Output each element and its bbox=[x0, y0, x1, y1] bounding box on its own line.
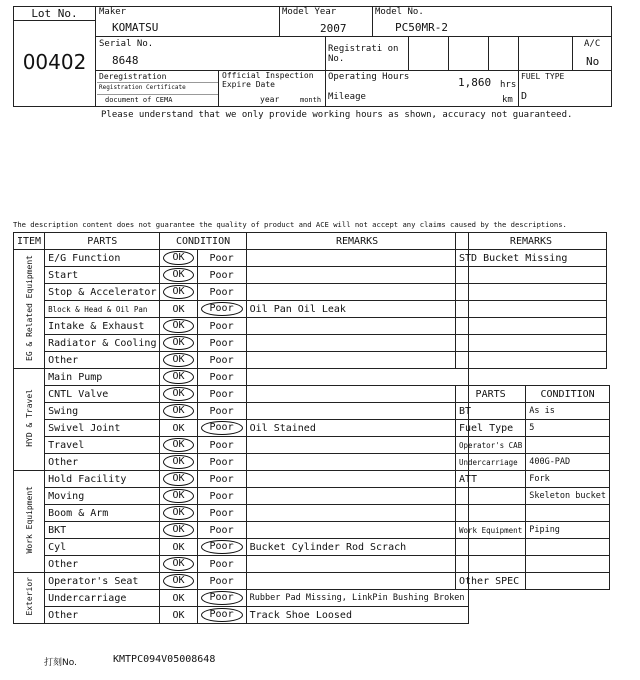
table-row bbox=[14, 590, 469, 607]
right-part-name: Operator's CAB bbox=[456, 437, 526, 454]
table-row bbox=[14, 318, 469, 335]
remark bbox=[246, 471, 468, 488]
group-label: Work Equipment bbox=[24, 486, 34, 554]
operating-hours-label: Operating Hours bbox=[328, 72, 410, 82]
table-row bbox=[456, 403, 610, 420]
condition-ok: OK bbox=[163, 268, 193, 282]
right-part-condition: 5 bbox=[526, 420, 610, 437]
part-name: BKT bbox=[45, 522, 160, 539]
col-parts: PARTS bbox=[45, 233, 160, 250]
operating-hours-value: 1,860 bbox=[458, 76, 492, 89]
condition-poor: Poor bbox=[209, 524, 234, 536]
table-row bbox=[14, 420, 469, 437]
model-no-value: PC50MR-2 bbox=[395, 21, 448, 34]
table-row bbox=[456, 488, 610, 505]
hrs-label: hrs bbox=[500, 80, 517, 90]
table-row bbox=[14, 471, 469, 488]
fuel-type-label: FUEL TYPE bbox=[521, 72, 565, 81]
condition-ok: OK bbox=[163, 489, 193, 503]
dereg-label: Deregistration bbox=[99, 72, 167, 81]
condition-poor: Poor bbox=[209, 286, 234, 298]
table-row bbox=[14, 454, 469, 471]
part-name: Undercarriage bbox=[45, 590, 160, 607]
condition-poor: Poor bbox=[209, 439, 234, 451]
remark bbox=[246, 318, 468, 335]
mileage-label: Mileage bbox=[328, 92, 366, 102]
condition-poor: Poor bbox=[209, 337, 234, 349]
condition-ok: OK bbox=[163, 319, 193, 333]
fuel-type-value: D bbox=[521, 91, 528, 102]
condition-poor: Poor bbox=[201, 540, 243, 554]
lot-label: Lot No. bbox=[31, 7, 78, 20]
table-row bbox=[456, 556, 610, 573]
part-name: Intake & Exhaust bbox=[45, 318, 160, 335]
condition-poor: Poor bbox=[201, 421, 243, 435]
part-name: Swivel Joint bbox=[45, 420, 160, 437]
condition-ok: OK bbox=[163, 455, 193, 469]
part-name: Other bbox=[45, 607, 160, 624]
right-col-condition: CONDITION bbox=[526, 386, 610, 403]
table-row bbox=[14, 488, 469, 505]
condition-ok: OK bbox=[163, 472, 193, 486]
table-row bbox=[14, 522, 469, 539]
part-name: Travel bbox=[45, 437, 160, 454]
table-row bbox=[14, 267, 469, 284]
registration-label: Registrati on No. bbox=[328, 44, 399, 64]
table-row bbox=[456, 505, 610, 522]
right-part-condition: Skeleton bucket bbox=[526, 488, 610, 505]
right-part-condition bbox=[526, 539, 610, 556]
group-label: EG & Related Equipment bbox=[24, 254, 34, 361]
condition-poor: Poor bbox=[209, 320, 234, 332]
remark: Track Shoe Loosed bbox=[246, 607, 468, 624]
right-part-name bbox=[456, 488, 526, 505]
part-name: Hold Facility bbox=[45, 471, 160, 488]
col-item: ITEM bbox=[14, 233, 45, 250]
part-name: Swing bbox=[45, 403, 160, 420]
right-part-condition bbox=[526, 573, 610, 590]
part-name: Other bbox=[45, 556, 160, 573]
condition-poor: Poor bbox=[209, 354, 234, 366]
remark bbox=[246, 250, 468, 267]
condition-poor: Poor bbox=[209, 371, 234, 383]
serial-label: Serial No. bbox=[99, 39, 154, 49]
condition-poor: Poor bbox=[209, 575, 234, 587]
remark bbox=[246, 403, 468, 420]
remark bbox=[246, 267, 468, 284]
table-row bbox=[456, 420, 610, 437]
remark bbox=[246, 369, 468, 386]
reg-cert-label: Registration Certificate bbox=[99, 84, 186, 91]
condition-poor: Poor bbox=[201, 302, 243, 316]
right-part-name: Work Equipment bbox=[456, 522, 526, 539]
remark bbox=[246, 573, 468, 590]
condition-ok: OK bbox=[163, 438, 193, 452]
model-year-value: 2007 bbox=[320, 22, 347, 35]
remark bbox=[246, 454, 468, 471]
remark bbox=[246, 522, 468, 539]
table-row bbox=[456, 284, 607, 301]
table-row bbox=[14, 505, 469, 522]
remark bbox=[246, 386, 468, 403]
group-label: HYD & Travel bbox=[24, 389, 34, 447]
table-row bbox=[14, 335, 469, 352]
condition-poor: Poor bbox=[209, 456, 234, 468]
table-row bbox=[456, 573, 610, 590]
right-part-name: Other SPEC bbox=[456, 573, 526, 590]
right-part-name bbox=[456, 556, 526, 573]
remark bbox=[246, 352, 468, 369]
remark: Oil Pan Oil Leak bbox=[246, 301, 468, 318]
table-row bbox=[14, 386, 469, 403]
lot-number: 00402 bbox=[22, 50, 87, 74]
km-label: km bbox=[502, 95, 513, 105]
part-name: Moving bbox=[45, 488, 160, 505]
condition-poor: Poor bbox=[209, 490, 234, 502]
condition-ok: OK bbox=[163, 285, 193, 299]
right-part-condition: Piping bbox=[526, 522, 610, 539]
condition-poor: Poor bbox=[209, 388, 234, 400]
condition-poor: Poor bbox=[209, 558, 234, 570]
part-name: E/G Function bbox=[45, 250, 160, 267]
remark bbox=[246, 488, 468, 505]
part-name: Block & Head & Oil Pan bbox=[45, 301, 160, 318]
remark: Rubber Pad Missing, LinkPin Bushing Broken bbox=[246, 590, 468, 607]
condition-ok: OK bbox=[163, 251, 193, 265]
table-row bbox=[456, 301, 607, 318]
col-condition: CONDITION bbox=[160, 233, 246, 250]
table-row bbox=[456, 267, 607, 284]
model-no-label: Model No. bbox=[375, 7, 424, 17]
right-part-condition: 400G-PAD bbox=[526, 454, 610, 471]
condition-poor: Poor bbox=[209, 405, 234, 417]
col-remarks: REMARKS bbox=[246, 233, 468, 250]
group-label: Exterior bbox=[24, 577, 34, 616]
condition-ok: OK bbox=[163, 404, 193, 418]
footer-label: 打刻No. bbox=[44, 658, 77, 668]
condition-poor: Poor bbox=[201, 608, 243, 622]
table-row bbox=[456, 335, 607, 352]
ac-label: A/C bbox=[584, 39, 601, 49]
right-part-name bbox=[456, 505, 526, 522]
remark: Oil Stained bbox=[246, 420, 468, 437]
condition-ok: OK bbox=[163, 523, 193, 537]
right-col-parts: PARTS bbox=[456, 386, 526, 403]
disclaimer: The description content does not guarantee the quality of product and ACE will not accept any claims caused by the descriptions. bbox=[13, 220, 567, 229]
table-row bbox=[14, 403, 469, 420]
table-row bbox=[14, 352, 469, 369]
condition-ok: OK bbox=[163, 336, 193, 350]
table-row bbox=[14, 556, 469, 573]
condition-poor: Poor bbox=[209, 473, 234, 485]
table-row bbox=[456, 352, 607, 369]
table-row bbox=[14, 250, 469, 267]
right-part-condition bbox=[526, 437, 610, 454]
table-row bbox=[456, 522, 610, 539]
condition-ok: OK bbox=[163, 574, 193, 588]
condition-ok: OK bbox=[172, 609, 185, 621]
maker-label: Maker bbox=[99, 7, 127, 17]
hours-note: Please understand that we only provide working hours as shown, accuracy not guaranteed. bbox=[101, 110, 573, 120]
part-name: Other bbox=[45, 454, 160, 471]
table-row bbox=[456, 539, 610, 556]
part-name: Main Pump bbox=[45, 369, 160, 386]
condition-ok: OK bbox=[172, 422, 185, 434]
right-remarks-title: REMARKS bbox=[456, 233, 607, 250]
condition-ok: OK bbox=[172, 592, 185, 604]
condition-poor: Poor bbox=[201, 591, 243, 605]
condition-ok: OK bbox=[163, 557, 193, 571]
condition-ok: OK bbox=[163, 506, 193, 520]
condition-poor: Poor bbox=[209, 507, 234, 519]
table-row bbox=[456, 318, 607, 335]
right-part-name: Undercarriage bbox=[456, 454, 526, 471]
right-part-condition bbox=[526, 505, 610, 522]
condition-poor: Poor bbox=[209, 252, 234, 264]
condition-ok: OK bbox=[172, 303, 185, 315]
model-year-label: Model Year bbox=[282, 7, 337, 17]
part-name: CNTL Valve bbox=[45, 386, 160, 403]
inspection-table bbox=[13, 232, 469, 624]
remark bbox=[246, 556, 468, 573]
remark bbox=[246, 437, 468, 454]
remark: Bucket Cylinder Rod Scrach bbox=[246, 539, 468, 556]
table-row bbox=[14, 301, 469, 318]
ac-value: No bbox=[586, 55, 600, 68]
year-label: year bbox=[260, 95, 280, 104]
inspection-label: Official Inspection Expire Date bbox=[222, 71, 314, 89]
table-row bbox=[14, 284, 469, 301]
part-name: Operator's Seat bbox=[45, 573, 160, 590]
table-row bbox=[456, 437, 610, 454]
table-row bbox=[14, 607, 469, 624]
right-part-condition: Fork bbox=[526, 471, 610, 488]
part-name: Other bbox=[45, 352, 160, 369]
remark bbox=[246, 505, 468, 522]
serial-value: 8648 bbox=[112, 54, 139, 67]
right-parts-table bbox=[455, 385, 610, 590]
part-name: Radiator & Cooling bbox=[45, 335, 160, 352]
table-row bbox=[456, 454, 610, 471]
right-part-name: Fuel Type bbox=[456, 420, 526, 437]
condition-ok: OK bbox=[172, 541, 185, 553]
right-remarks-table bbox=[455, 232, 607, 369]
condition-ok: OK bbox=[163, 353, 193, 367]
part-name: Cyl bbox=[45, 539, 160, 556]
condition-ok: OK bbox=[163, 370, 193, 384]
table-row bbox=[14, 369, 469, 386]
part-name: Start bbox=[45, 267, 160, 284]
condition-ok: OK bbox=[163, 387, 193, 401]
table-row bbox=[14, 573, 469, 590]
right-part-name: ATT bbox=[456, 471, 526, 488]
condition-poor: Poor bbox=[209, 269, 234, 281]
table-row bbox=[14, 437, 469, 454]
maker-value: KOMATSU bbox=[112, 21, 159, 34]
table-row bbox=[14, 539, 469, 556]
footer-value: KMTPC094V05008648 bbox=[113, 654, 216, 665]
table-row bbox=[456, 471, 610, 488]
right-part-name bbox=[456, 539, 526, 556]
part-name: Boom & Arm bbox=[45, 505, 160, 522]
table-header-row bbox=[14, 233, 469, 250]
part-name: Stop & Accelerator bbox=[45, 284, 160, 301]
right-part-condition bbox=[526, 556, 610, 573]
right-part-condition: As is bbox=[526, 403, 610, 420]
cema-label: document of CEMA bbox=[105, 96, 173, 104]
right-remarks-line1: STD Bucket Missing bbox=[456, 250, 607, 267]
month-label: month bbox=[300, 96, 322, 104]
remark bbox=[246, 284, 468, 301]
right-part-name: BT bbox=[456, 403, 526, 420]
remark bbox=[246, 335, 468, 352]
